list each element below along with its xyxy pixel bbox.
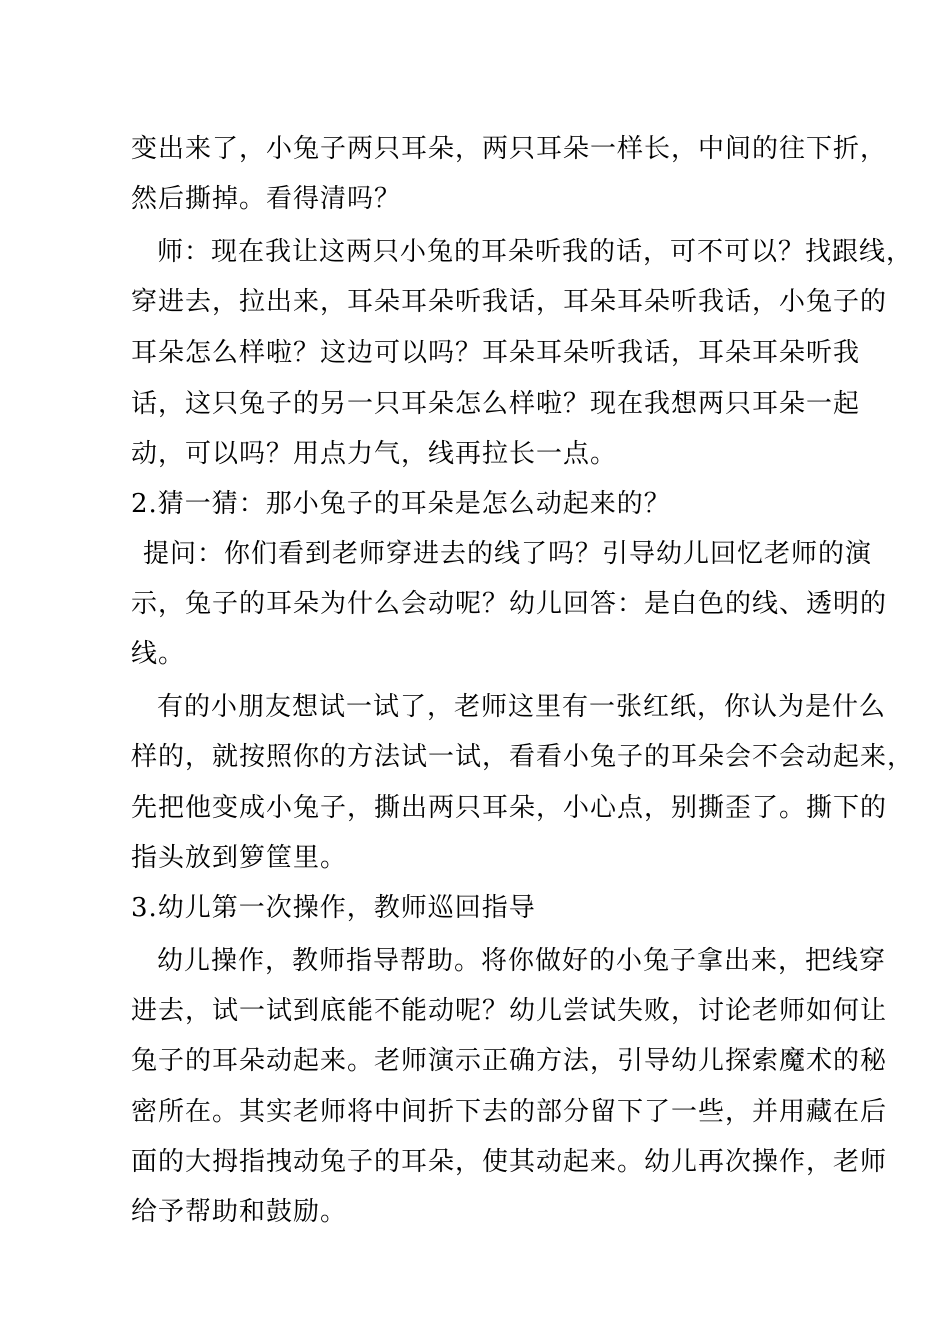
text-line: 变出来了，小兔子两只耳朵，两只耳朵一样长，中间的往下折， — [131, 134, 888, 164]
text-line: 师：现在我让这两只小兔的耳朵听我的话，可不可以？找跟线， — [157, 237, 914, 267]
text-line: 先把他变成小兔子，撕出两只耳朵，小心点，别撕歪了。撕下的 — [131, 793, 888, 823]
text-line: 幼儿操作，教师指导帮助。将你做好的小兔子拿出来，把线穿 — [157, 946, 887, 976]
text-line: 样的，就按照你的方法试一试，看看小兔子的耳朵会不会动起来， — [131, 742, 915, 772]
text-line: 穿进去，拉出来，耳朵耳朵听我话，耳朵耳朵听我话，小兔子的 — [131, 287, 888, 317]
text-line: 耳朵怎么样啦？这边可以吗？耳朵耳朵听我话，耳朵耳朵听我 — [131, 338, 861, 368]
text-line: 动，可以吗？用点力气，线再拉长一点。 — [131, 439, 618, 469]
text-line: 面的大拇指拽动兔子的耳朵，使其动起来。幼儿再次操作，老师 — [131, 1147, 888, 1177]
text-line: 有的小朋友想试一试了，老师这里有一张红纸，你认为是什么 — [157, 692, 887, 722]
text-line: 密所在。其实老师将中间折下去的部分留下了一些，并用藏在后 — [131, 1097, 888, 1127]
text-line: 进去，试一试到底能不能动呢？幼儿尝试失败，讨论老师如何让 — [131, 996, 888, 1026]
text-line: 然后撕掉。看得清吗？ — [131, 184, 402, 214]
text-line: 给予帮助和鼓励。 — [131, 1197, 348, 1227]
section-heading: 2.猜一猜：那小兔子的耳朵是怎么动起来的？ — [131, 489, 671, 519]
text-line: 提问：你们看到老师穿进去的线了吗？引导幼儿回忆老师的演 — [143, 539, 873, 569]
section-heading: 3.幼儿第一次操作，教师巡回指导 — [131, 893, 536, 923]
text-line: 线。 — [131, 639, 186, 669]
text-line: 兔子的耳朵动起来。老师演示正确方法，引导幼儿探索魔术的秘 — [131, 1046, 888, 1076]
text-line: 示，兔子的耳朵为什么会动呢？幼儿回答：是白色的线、透明的 — [131, 589, 888, 619]
text-line: 话，这只兔子的另一只耳朵怎么样啦？现在我想两只耳朵一起 — [131, 389, 861, 419]
text-line: 指头放到箩筐里。 — [131, 843, 348, 873]
